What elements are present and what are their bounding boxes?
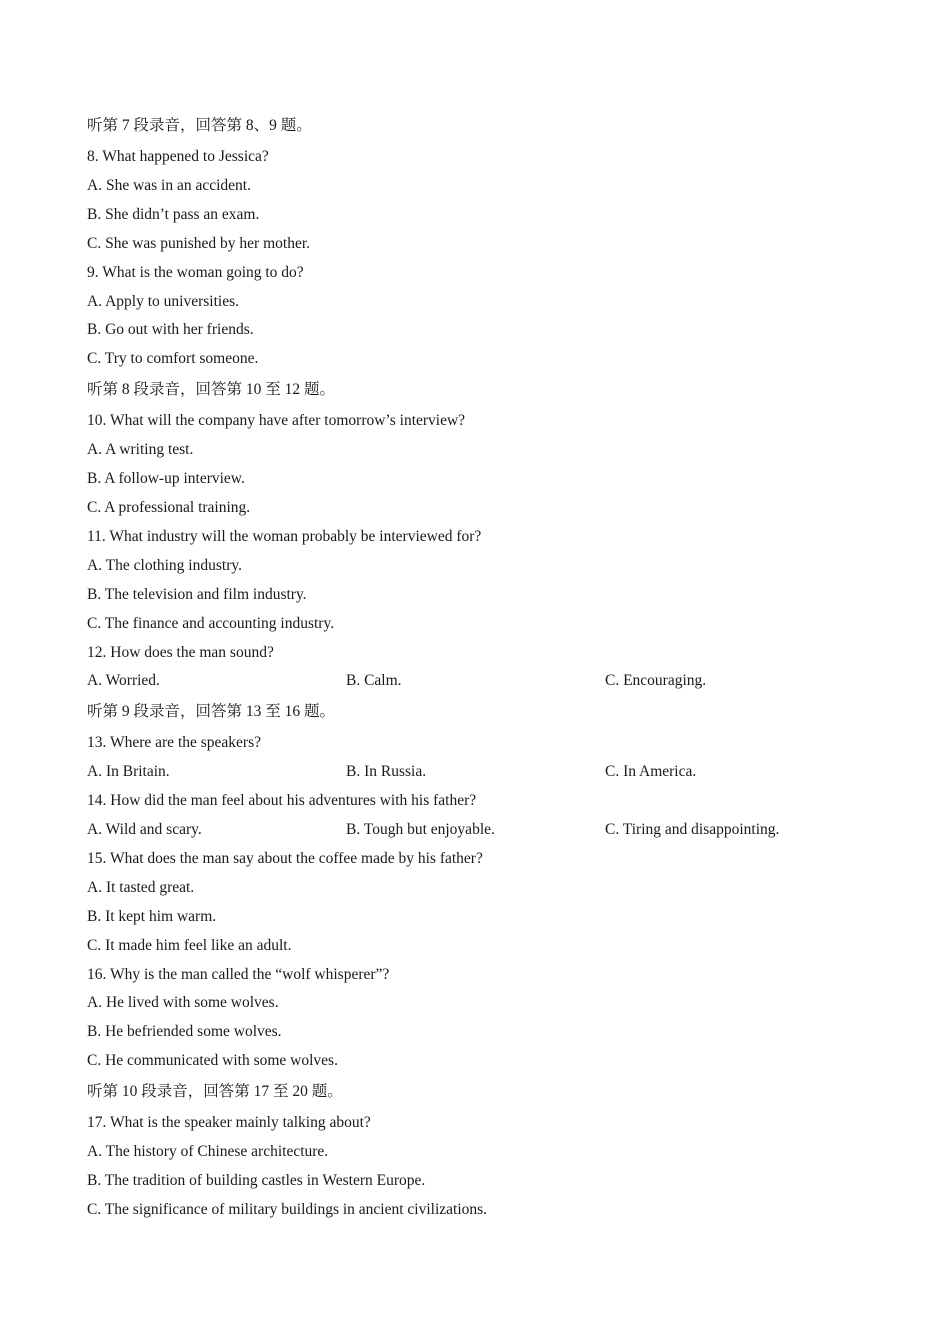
question-17: 17. What is the speaker mainly talking about? — [87, 1114, 371, 1131]
question-11: 11. What industry will the woman probably be interviewed for? — [87, 528, 482, 545]
question-14: 14. How did the man feel about his adventures with his father? — [87, 792, 477, 809]
question-12: 12. How does the man sound? — [87, 644, 274, 661]
question-8: 8. What happened to Jessica? — [87, 148, 269, 165]
option-9b: B. Go out with her friends. — [87, 321, 254, 338]
option-8b: B. She didn’t pass an exam. — [87, 206, 260, 223]
option-8a: A. She was in an accident. — [87, 177, 251, 194]
option-14a: A. Wild and scary. — [87, 821, 202, 838]
option-17c: C. The significance of military buildings in ancient civilizations. — [87, 1201, 488, 1218]
option-16a: A. He lived with some wolves. — [87, 994, 279, 1011]
option-12c: C. Encouraging. — [605, 672, 707, 689]
option-13c: C. In America. — [605, 763, 697, 780]
question-10: 10. What will the company have after tomorrow’s interview? — [87, 412, 466, 429]
question-16: 16. Why is the man called the “wolf whisperer”? — [87, 966, 390, 983]
option-12a: A. Worried. — [87, 672, 160, 689]
option-9a: A. Apply to universities. — [87, 293, 239, 310]
question-13: 13. Where are the speakers? — [87, 734, 261, 751]
option-8c: C. She was punished by her mother. — [87, 235, 311, 252]
option-14c: C. Tiring and disappointing. — [605, 821, 780, 838]
option-10c: C. A professional training. — [87, 499, 251, 516]
option-12b: B. Calm. — [346, 672, 402, 689]
option-10a: A. A writing test. — [87, 441, 194, 458]
option-15a: A. It tasted great. — [87, 879, 195, 896]
option-11b: B. The television and film industry. — [87, 586, 307, 603]
section-header: 听第 7 段录音，回答第 8、9 题。 — [87, 117, 312, 134]
section-header: 听第 8 段录音，回答第 10 至 12 题。 — [87, 381, 336, 398]
option-13a: A. In Britain. — [87, 763, 170, 780]
option-9c: C. Try to comfort someone. — [87, 350, 259, 367]
question-15: 15. What does the man say about the coffee made by his father? — [87, 850, 483, 867]
option-13b: B. In Russia. — [346, 763, 427, 780]
option-11a: A. The clothing industry. — [87, 557, 242, 574]
option-14b: B. Tough but enjoyable. — [346, 821, 495, 838]
option-11c: C. The finance and accounting industry. — [87, 615, 335, 632]
option-16c: C. He communicated with some wolves. — [87, 1052, 338, 1069]
option-15c: C. It made him feel like an adult. — [87, 937, 292, 954]
option-10b: B. A follow-up interview. — [87, 470, 245, 487]
option-17b: B. The tradition of building castles in Western Europe. — [87, 1172, 426, 1189]
section-header: 听第 10 段录音，回答第 17 至 20 题。 — [87, 1083, 343, 1100]
option-15b: B. It kept him warm. — [87, 908, 217, 925]
option-16b: B. He befriended some wolves. — [87, 1023, 282, 1040]
option-17a: A. The history of Chinese architecture. — [87, 1143, 329, 1160]
section-header: 听第 9 段录音，回答第 13 至 16 题。 — [87, 703, 336, 720]
question-9: 9. What is the woman going to do? — [87, 264, 304, 281]
